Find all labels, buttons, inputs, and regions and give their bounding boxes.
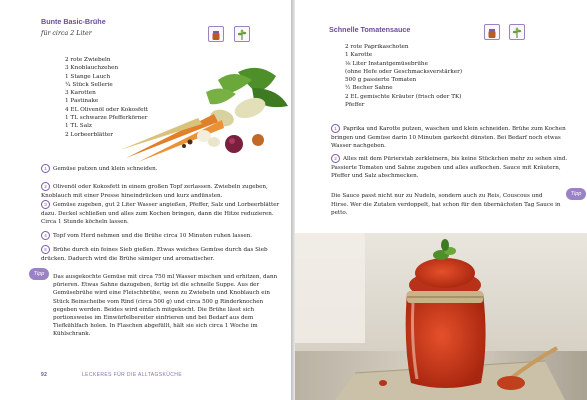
step-text: Topf vom Herd nehmen und die Brühe circa 10 Minuten ruhen lassen. xyxy=(53,233,253,239)
ingredient-item: 2 Lorbeerblätter xyxy=(65,131,113,138)
tip-text: Die Sauce passt nicht nur zu Nudeln, sondern auch zu Reis, Couscous und Hirse. Wer die Zutaten verdoppelt, hat schon für den übernächsten Tag Sauce in petto. xyxy=(331,193,561,217)
ingredient-item: 1 Pastinake xyxy=(65,98,99,105)
step-number: 1 xyxy=(331,124,340,133)
right-page xyxy=(295,0,587,400)
step-number: 5 xyxy=(41,245,50,254)
step-number: 4 xyxy=(41,231,50,240)
step-text: Alles mit dem Pürierstab zerkleinern, bis keine Stückchen mehr zu sehen sind. Passierte Tomaten und Sahne zugeben und alles aufkochen. Sauce mit Kräutern, Pfeffer und Salz abschmecken. xyxy=(331,156,568,180)
ingredient-item: 3 Karotten xyxy=(65,90,96,97)
ingredient-item: 4 EL Olivenöl oder Kokosfett xyxy=(65,106,149,113)
ingredient-item: 2 rote Paprikaschoten xyxy=(345,44,409,50)
ingredient-item: 1 Stange Lauch xyxy=(65,73,111,80)
tomato-sauce-photo xyxy=(295,233,587,400)
step-text: Brühe durch ein feines Sieb gießen. Etwas weiches Gemüse durch das Sieb drücken. Dadurch wird die Brühe sämiger und aromatischer. xyxy=(41,247,268,262)
recipe-yield: für circa 2 Liter xyxy=(41,30,92,37)
step-number: 3 xyxy=(41,200,50,209)
page-number: 92 xyxy=(41,372,48,378)
step-4 xyxy=(41,231,283,241)
step-number: 1 xyxy=(41,164,50,173)
tip-badge: Tipp xyxy=(29,268,49,280)
ingredient-item: 2 EL gemischte Kräuter (frisch oder TK) xyxy=(345,93,462,100)
step-text: Paprika und Karotte putzen, waschen und klein schneiden. Brühe zum Kochen bringen und Gemüse darin 10 Minuten garkocht dünsten. Bei Bedarf noch etwas Wasser nachgeben. xyxy=(331,126,566,150)
tip-text: Das ausgekochte Gemüse mit circa 750 ml Wasser mischen und erhitzen, dann pürieren. Etwas Sahne dazugeben, fertig ist die schnelle Suppe. Aus der Gemüsebrühe wird eine Fleischbrühe, wenn zu Zwiebeln und Knoblauch ein Stück Beinscheibe vom Rind (circa 500 g) und circa 500 g Rinderknochen gegeben werden. Beides wird einfach mitgekocht. Die Brühe lässt sich portionsweise im Einwürfelbereiter einfrieren und bei Bedarf aus dem Tiefkühlfach holen. In Flaschen abgefüllt, hält sie sich circa 1 Woche im Kühlschrank. xyxy=(53,274,278,338)
jar-icon xyxy=(208,26,224,42)
jar-icon xyxy=(484,24,500,40)
ingredient-item: 1 TL schwarze Pfefferkörner xyxy=(65,115,148,122)
ingredient-item: 1 TL Salz xyxy=(65,123,92,130)
step-text: Gemüse putzen und klein schneiden. xyxy=(53,166,158,172)
recipe-title: Bunte Basic-Brühe xyxy=(41,17,106,26)
ingredient-item: ½ Becher Sahne xyxy=(345,85,393,92)
ingredient-item: (ohne Hefe oder Geschmacksverstärker) xyxy=(345,68,463,75)
recipe-title: Schnelle Tomatensauce xyxy=(329,25,411,34)
step-2 xyxy=(331,154,569,181)
ingredient-item: 2 rote Zwiebeln xyxy=(65,57,111,63)
step-5 xyxy=(41,245,283,263)
step-text: Olivenöl oder Kokosfett in einem großen Topf zerlassen. Zwiebeln zugeben, Knoblauch mit einer Presse hineindrücken und kurz andünsten. xyxy=(41,184,268,199)
left-page xyxy=(0,0,291,400)
herb-icon xyxy=(509,24,525,40)
step-1 xyxy=(331,124,569,151)
ingredient-list xyxy=(345,43,462,109)
ingredient-item: 500 g passierte Tomaten xyxy=(345,77,417,84)
step-text: Gemüse zugeben, gut 2 Liter Wasser angießen, Pfeffer, Salz und Lorbeerblätter dazu. Deckel schließen und alles zum Kochen bringen, dann die Hitze reduzieren. Circa 1 Stunde köcheln lassen. xyxy=(41,202,280,226)
step-2 xyxy=(41,182,283,200)
step-1 xyxy=(41,164,249,174)
ingredient-item: ¼ Stück Sellerie xyxy=(65,81,113,88)
ingredient-item: Pfeffer xyxy=(345,102,365,109)
ingredient-item: 1 Karotte xyxy=(345,52,373,59)
step-3 xyxy=(41,200,283,227)
step-number: 2 xyxy=(41,182,50,191)
running-footer: LECKERES FÜR DIE ALLTAGSKÜCHE xyxy=(82,372,183,378)
step-number: 2 xyxy=(331,154,340,163)
ingredient-item: ⅛ Liter Instantgemüsebrühe xyxy=(345,60,428,67)
tip-badge: Tipp xyxy=(566,188,586,200)
vegetables-illustration xyxy=(118,62,290,164)
ingredient-item: 3 Knoblauchzehen xyxy=(65,65,119,72)
herb-icon xyxy=(234,26,250,42)
